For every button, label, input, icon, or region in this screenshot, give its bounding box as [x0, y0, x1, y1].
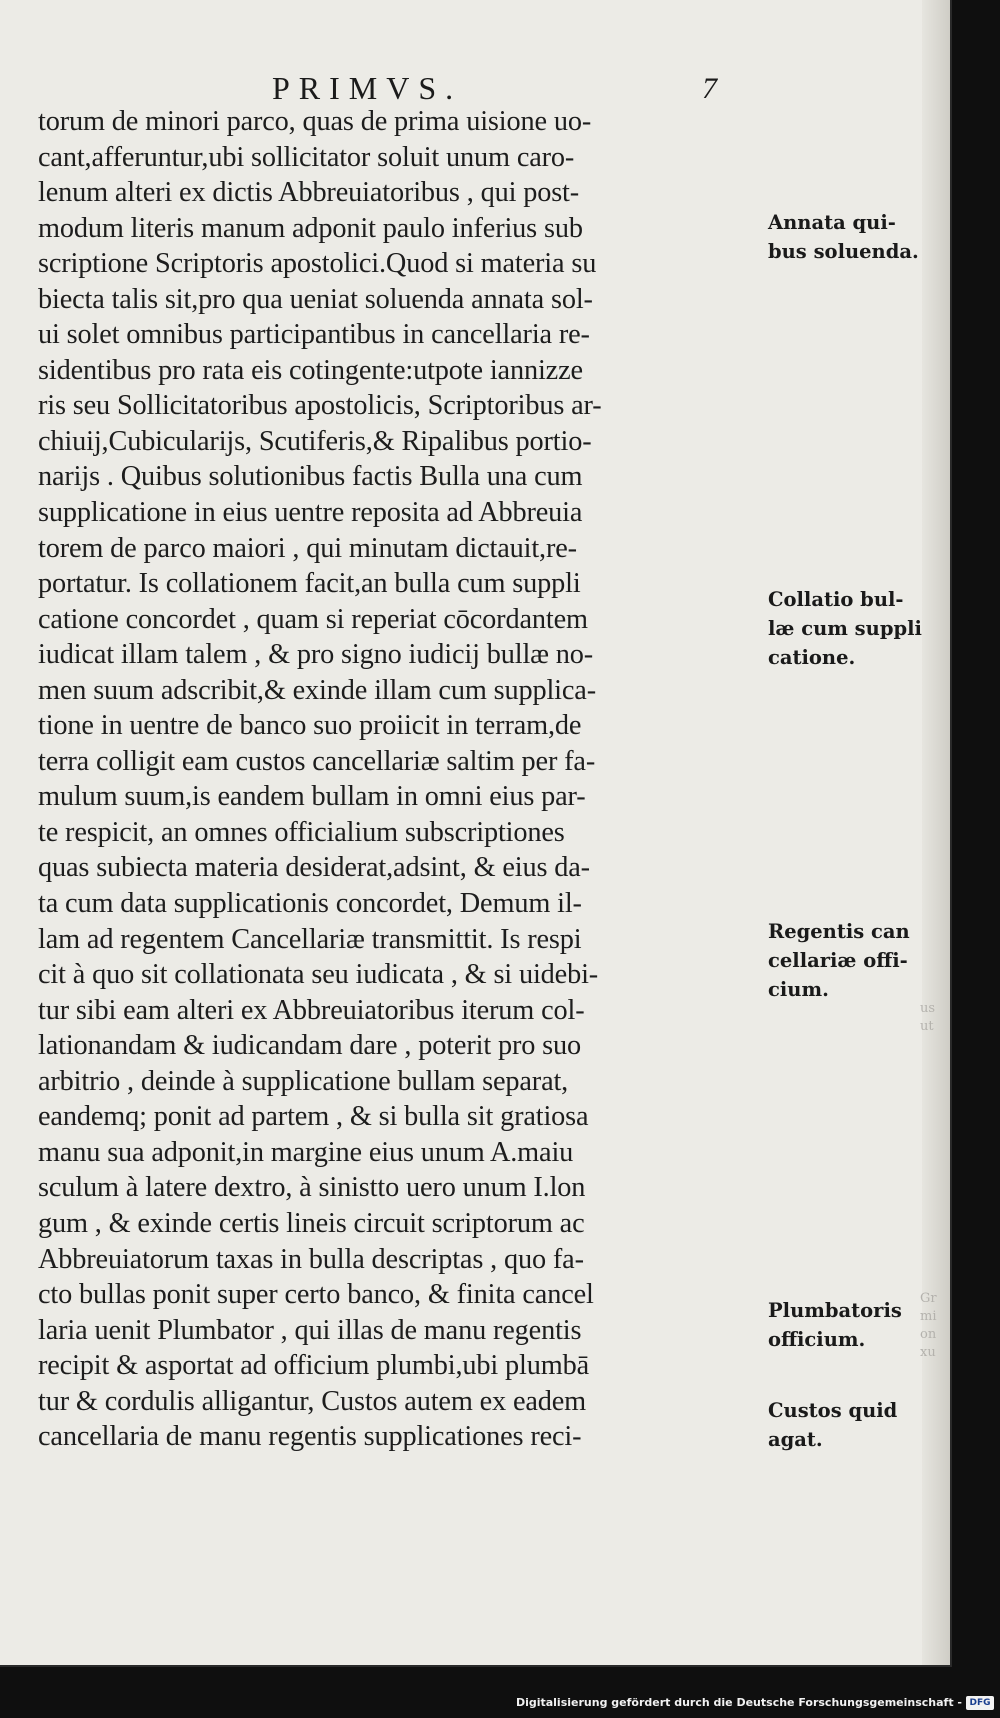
marginal-note-annata	[768, 208, 919, 266]
marginal-note-custos	[768, 1396, 897, 1454]
text-line: lenum alteri ex dictis Abbreuiatoribus , qui post-	[38, 177, 580, 209]
text-line: chiuij,Cubicularijs, Scutiferis,& Ripalibus portio-	[38, 425, 592, 457]
bleed-line: Gr	[920, 1291, 937, 1306]
text-line: manu sua adponit,in margine eius unum A.maiu	[38, 1136, 574, 1168]
marginal-note-collatio	[768, 585, 922, 672]
page-edge-shadow	[922, 0, 950, 1665]
bleed-through-text	[920, 1000, 950, 1036]
marginal-note-line: agat.	[768, 1428, 823, 1451]
marginal-note-line: Custos quid	[768, 1399, 898, 1422]
text-line: lam ad regentem Cancellariæ transmittit. Is respi	[38, 923, 582, 955]
bleed-line: us	[920, 1001, 936, 1016]
text-line: catione concordet , quam si reperiat cōcordantem	[38, 603, 588, 635]
text-line: recipit & asportat ad officium plumbi,ubi plumbā	[38, 1350, 590, 1382]
marginal-note-line: Collatio bul-	[768, 588, 904, 611]
text-line: ta cum data supplicationis concordet, Demum il-	[38, 888, 582, 920]
main-text-block	[38, 104, 750, 1455]
text-line: lationandam & iudicandam dare , poterit pro suo	[38, 1030, 582, 1062]
text-line: iudicat illam talem , & pro signo iudicij bullæ no-	[38, 639, 594, 671]
text-line: arbitrio , deinde à supplicatione bullam separat,	[38, 1065, 569, 1097]
running-head: PRIMVS.	[272, 70, 463, 106]
marginal-note-line: officium.	[768, 1328, 866, 1351]
marginal-note-line: catione.	[768, 646, 856, 669]
text-line: modum literis manum adponit paulo inferius sub	[38, 212, 583, 244]
bleed-line: on	[920, 1327, 937, 1342]
text-line: sculum à latere dextro, à sinistto uero unum I.lon	[38, 1172, 586, 1204]
dfg-logo: DFG	[966, 1696, 994, 1710]
bleed-line: ut	[920, 1019, 934, 1034]
bleed-line: mi	[920, 1309, 937, 1324]
marginal-note-line: cellariæ offi-	[768, 949, 908, 972]
marginal-note-plumbatoris	[768, 1296, 902, 1354]
text-line: supplicatione in eius uentre reposita ad Abbreuia	[38, 497, 583, 529]
text-line: torem de parco maiori , qui minutam dictauit,re-	[38, 532, 577, 564]
bleed-line: xu	[920, 1345, 936, 1360]
text-line: men suum adscribit,& exinde illam cum supplica-	[38, 674, 596, 706]
text-line: cto bullas ponit super certo banco, & finita cancel	[38, 1279, 594, 1311]
text-line: portatur. Is collationem facit,an bulla cum suppli	[38, 568, 581, 600]
marginal-note-line: Annata qui-	[768, 211, 896, 234]
text-line: biecta talis sit,pro qua ueniat soluenda annata sol-	[38, 283, 593, 315]
text-line: cant,afferuntur,ubi sollicitator soluit unum caro-	[38, 141, 575, 173]
text-line: eandemq; ponit ad partem , & si bulla sit gratiosa	[38, 1101, 589, 1133]
text-line: cit à quo sit collationata seu iudicata , & si uidebi-	[38, 959, 599, 991]
text-line: gum , & exinde certis lineis circuit scriptorum ac	[38, 1207, 585, 1239]
text-line: narijs . Quibus solutionibus factis Bulla una cum	[38, 461, 583, 493]
text-line: tur sibi eam alteri ex Abbreuiatoribus iterum col-	[38, 994, 585, 1026]
marginal-note-line: cium.	[768, 978, 829, 1001]
funding-credit: Digitalisierung gefördert durch die Deutsche Forschungsgemeinschaft -	[515, 1696, 962, 1709]
marginal-note-line: læ cum suppli	[768, 617, 922, 640]
text-line: terra colligit eam custos cancellariæ saltim per fa-	[38, 745, 596, 777]
text-line: tur & cordulis alligantur, Custos autem ex eadem	[38, 1385, 587, 1417]
bleed-through-text	[920, 1290, 950, 1362]
marginal-note-regentis	[768, 917, 910, 1004]
marginal-note-line: bus soluenda.	[768, 240, 919, 263]
digitization-footer	[0, 1694, 1000, 1712]
text-line: te respicit, an omnes officialium subscriptiones	[38, 816, 565, 848]
text-line: laria uenit Plumbator , qui illas de manu regentis	[38, 1314, 582, 1346]
text-line: quas subiecta materia desiderat,adsint, & eius da-	[38, 852, 590, 884]
text-line: cancellaria de manu regentis supplicationes reci-	[38, 1421, 582, 1453]
text-line: mulum suum,is eandem bullam in omni eius par-	[38, 781, 586, 813]
text-line: scriptione Scriptoris apostolici.Quod si materia su	[38, 248, 597, 280]
text-line: torum de minori parco, quas de prima uisione uo-	[38, 106, 592, 137]
text-line: Abbreuiatorum taxas in bulla descriptas , quo fa-	[38, 1243, 584, 1275]
marginal-note-line: Regentis can	[768, 920, 910, 943]
marginal-note-line: Plumbatoris	[768, 1299, 902, 1322]
text-line: sidentibus pro rata eis cotingente:utpote iannizze	[38, 354, 583, 386]
text-line: ris seu Sollicitatoribus apostolicis, Scriptoribus ar-	[38, 390, 602, 422]
text-line: tione in uentre de banco suo proiicit in terram,de	[38, 710, 582, 742]
page-number: 7	[702, 72, 717, 105]
text-line: ui solet omnibus participantibus in cancellaria re-	[38, 319, 590, 351]
